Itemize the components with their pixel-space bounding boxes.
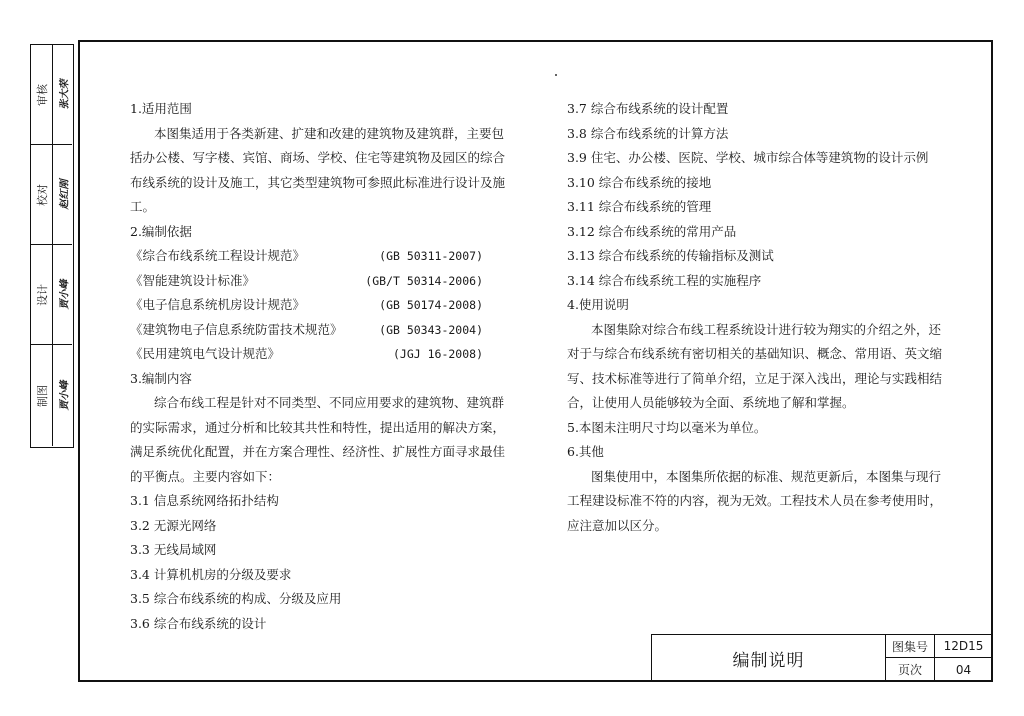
signature-value: 张大荣	[59, 79, 71, 110]
list-item: 3.3 无线局域网	[130, 542, 217, 557]
atlas-number-value: 12D15	[935, 635, 992, 658]
standard-code: (GB/T 50314-2006)	[365, 273, 483, 288]
paragraph-line: 写、技术标准等进行了简单介绍，立足于深入浅出，理论与实践相结	[567, 370, 943, 386]
list-item: 3.9 住宅、办公楼、医院、学校、城市综合体等建筑物的设计示例	[567, 150, 929, 165]
paragraph-line: 图集使用中，本图集所依据的标准、规范更新后，本图集与现行	[591, 468, 942, 484]
signature-cell-proofread	[31, 145, 72, 245]
paragraph-line: 对于与综合布线系统有密切相关的基础知识、概念、常用语、英文缩	[567, 346, 943, 361]
paragraph-line: 工。	[130, 199, 156, 214]
page-number-label: 页次	[886, 658, 935, 681]
paragraph-line: 括办公楼、写字楼、宾馆、商场、学校、住宅等建筑物及园区的综合	[130, 150, 506, 165]
paragraph-line: 的平衡点。主要内容如下：	[130, 468, 281, 484]
paragraph-line: 工程建设标准不符的内容，视为无效。工程技术人员在参考使用时，	[567, 493, 943, 508]
section-heading: 6.其他	[567, 444, 604, 459]
paragraph-line: 满足系统优化配置，并在方案合理性、经济性、扩展性方面寻求最佳	[130, 444, 506, 459]
paragraph-line: 合，让使用人员能够较为全面、系统地了解和掌握。	[567, 395, 855, 410]
right-column	[567, 97, 947, 538]
signature-label: 校对	[36, 183, 49, 206]
section-heading: 4.使用说明	[567, 297, 629, 312]
page-number-value: 04	[955, 662, 972, 677]
section-heading: 2.编制依据	[130, 223, 192, 239]
standard-row	[130, 342, 483, 367]
list-item: 3.11 综合布线系统的管理	[567, 199, 712, 214]
paragraph-line: 综合布线工程是针对不同类型、不同应用要求的建筑物、建筑群	[154, 395, 505, 410]
list-item: 3.7 综合布线系统的设计配置	[567, 101, 729, 116]
standard-name: 《智能建筑设计标准》	[130, 272, 256, 288]
standard-name: 《综合布线系统工程设计规范》	[130, 248, 306, 263]
standard-row	[130, 318, 483, 343]
left-column	[130, 97, 510, 636]
list-item: 3.14 综合布线系统工程的实施程序	[567, 272, 762, 288]
standard-name: 《建筑物电子信息系统防雷技术规范》	[130, 321, 343, 337]
list-item: 3.6 综合布线系统的设计	[130, 615, 267, 631]
scan-dot	[555, 74, 557, 76]
standard-name: 《电子信息系统机房设计规范》	[130, 297, 306, 312]
atlas-number-label: 图集号	[886, 635, 935, 658]
standard-code: (GB 50311-2007)	[379, 249, 483, 263]
standard-code: (GB 50343-2004)	[379, 322, 483, 337]
standard-row	[130, 244, 483, 269]
list-item: 3.8 综合布线系统的计算方法	[567, 125, 729, 141]
section-heading: 5.本图未注明尺寸均以毫米为单位。	[567, 419, 767, 435]
list-item: 3.2 无源光网络	[130, 517, 217, 533]
signature-strip	[30, 44, 74, 448]
signature-value: 赵红刚	[59, 179, 71, 210]
section-heading: 1.适用范围	[130, 101, 192, 116]
standard-code: (GB 50174-2008)	[379, 298, 483, 312]
standard-row	[130, 269, 483, 294]
paragraph-line: 应注意加以区分。	[567, 517, 668, 533]
drawing-title: 编制说明	[652, 635, 886, 681]
standard-name: 《民用建筑电气设计规范》	[130, 346, 281, 361]
title-block	[651, 634, 993, 682]
signature-cell-review	[31, 45, 72, 145]
list-item: 3.5 综合布线系统的构成、分级及应用	[130, 591, 342, 606]
list-item: 3.13 综合布线系统的传输指标及测试	[567, 248, 774, 263]
section-heading: 3.编制内容	[130, 370, 192, 386]
paragraph-line: 本图集适用于各类新建、扩建和改建的建筑物及建筑群，主要包	[154, 125, 505, 141]
signature-label: 制图	[36, 384, 49, 407]
signature-value: 贾小峰	[59, 279, 71, 310]
signature-cell-drafting	[31, 345, 72, 446]
paragraph-line: 的实际需求，通过分析和比较其共性和特性，提出适用的解决方案，	[130, 419, 506, 435]
signature-value: 贾小峰	[59, 380, 71, 411]
list-item: 3.10 综合布线系统的接地	[567, 174, 712, 190]
signature-cell-design	[31, 245, 72, 345]
list-item: 3.4 计算机机房的分级及要求	[130, 566, 292, 582]
list-item: 3.1 信息系统网络拓扑结构	[130, 493, 279, 508]
paragraph-line: 布线系统的设计及施工，其它类型建筑物可参照此标准进行设计及施	[130, 174, 506, 190]
paragraph-line: 本图集除对综合布线工程系统设计进行较为翔实的介绍之外，还	[591, 321, 942, 337]
list-item: 3.12 综合布线系统的常用产品	[567, 223, 737, 239]
signature-label: 审核	[36, 83, 49, 106]
standard-row	[130, 293, 483, 318]
standard-code: (JGJ 16-2008)	[392, 347, 483, 361]
signature-label: 设计	[36, 283, 49, 306]
